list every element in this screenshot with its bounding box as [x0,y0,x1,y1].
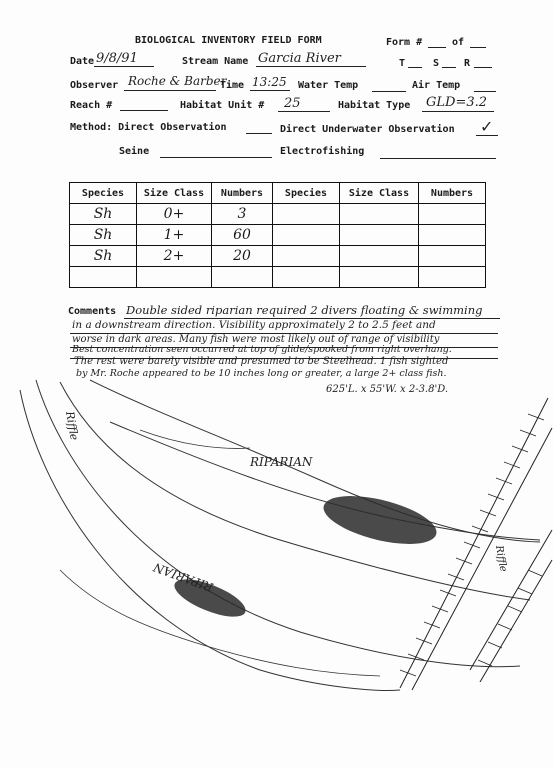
water-temp-label: Water Temp [298,80,359,91]
direct-underwater-line [476,135,498,136]
air-temp-blank[interactable] [474,91,496,92]
table-row [70,267,486,288]
observer-label: Observer [70,80,119,91]
header-numbers-1: Numbers [212,183,273,204]
cell-species[interactable] [273,267,340,288]
species-count-table [69,182,486,288]
stream-name-label: Stream Name [182,56,249,67]
t-blank[interactable] [408,67,422,68]
table-row [70,225,486,246]
habitat-type-label: Habitat Type [338,100,411,111]
cell-size-class[interactable] [340,225,419,246]
riffle-label-left: Riffle [63,410,81,442]
seine-label: Seine [119,146,150,157]
comment-line-3[interactable]: worse in dark areas. Many fish were most likely out of range of visibility [72,334,440,345]
cell-species[interactable] [70,267,137,288]
header-numbers-2: Numbers [419,183,486,204]
cell-species[interactable]: Sh [70,225,137,246]
cell-size-class[interactable]: 0+ [137,204,212,225]
cell-species[interactable]: Sh [70,246,137,267]
stream-name-value[interactable]: Garcia River [258,51,341,66]
header-species-1: Species [70,183,137,204]
cell-numbers[interactable] [419,246,486,267]
cell-numbers[interactable] [419,267,486,288]
cell-numbers[interactable] [419,204,486,225]
cell-size-class[interactable] [137,267,212,288]
comments-label: Comments [68,306,117,317]
comment-line-1[interactable]: Double sided riparian required 2 divers floating & swimming [126,303,483,317]
date-line [94,66,154,67]
comment-line-6[interactable]: by Mr. Roche appeared to be 10 inches long or greater, a large 2+ class fish. [76,368,447,379]
cell-size-class[interactable]: 1+ [137,225,212,246]
form-number-label: Form # [386,37,423,48]
time-value[interactable]: 13:25 [252,75,287,89]
method-label: Method: Direct Observation [70,122,227,133]
of-label: of [452,37,465,48]
cell-numbers[interactable]: 20 [212,246,273,267]
s-label: S [433,58,440,69]
reach-label: Reach # [70,100,113,111]
of-blank[interactable] [470,47,486,48]
comment-line-4[interactable]: Best concentration seen occurred at top of glide/spooked from right overhang. [72,344,452,355]
table-header-row [70,183,486,204]
s-blank[interactable] [442,67,456,68]
cell-numbers[interactable] [419,225,486,246]
cell-species[interactable] [273,246,340,267]
habitat-type-line [422,111,494,112]
form-number-blank[interactable] [428,47,446,48]
seine-blank[interactable] [160,157,272,158]
habitat-unit-value[interactable]: 25 [284,96,301,111]
electrofishing-blank[interactable] [380,158,496,159]
direct-underwater-check[interactable]: ✓ [480,117,494,136]
riffle-label-right: Riffle [493,544,509,573]
date-label: Date [70,56,95,67]
r-blank[interactable] [474,67,492,68]
riparian-label-top: RIPARIAN [250,455,313,469]
cell-size-class[interactable]: 2+ [137,246,212,267]
cell-numbers[interactable]: 60 [212,225,273,246]
cell-numbers[interactable] [212,267,273,288]
comment-line-5[interactable]: The rest were barely visible and presumed to be Steelhead. 1 fish sighted [74,356,449,367]
form-title: BIOLOGICAL INVENTORY FIELD FORM [135,35,322,46]
water-temp-blank[interactable] [372,91,406,92]
header-species-2: Species [273,183,340,204]
date-value[interactable]: 9/8/91 [96,51,138,66]
cell-species[interactable] [273,204,340,225]
cell-size-class[interactable] [340,204,419,225]
table-row [70,204,486,225]
air-temp-label: Air Temp [412,80,461,91]
table-row [70,246,486,267]
electrofishing-label: Electrofishing [280,146,365,157]
time-line [250,90,290,91]
comment-line-2[interactable]: in a downstream direction. Visibility approximately 2 to 2.5 feet and [72,319,436,331]
observer-line [124,90,216,91]
direct-observation-blank[interactable] [246,133,272,134]
habitat-sketch [0,370,554,700]
comment-line-7[interactable]: 625'L. x 55'W. x 2-3.8'D. [326,384,449,395]
t-label: T [399,58,406,69]
header-size-class-2: Size Class [340,183,419,204]
habitat-type-value[interactable]: GLD=3.2 [426,95,488,110]
reach-blank[interactable] [120,110,168,111]
observer-value[interactable]: Roche & Barber [128,74,227,88]
riparian-label-bottom: RIPARIAN [151,559,216,595]
direct-underwater-label: Direct Underwater Observation [280,124,455,135]
time-label: Time [220,80,245,91]
habitat-unit-label: Habitat Unit # [180,100,265,111]
r-label: R [464,58,471,69]
cell-size-class[interactable] [340,246,419,267]
cell-species[interactable]: Sh [70,204,137,225]
cell-species[interactable] [273,225,340,246]
stream-name-line [256,66,366,67]
cell-size-class[interactable] [340,267,419,288]
cell-numbers[interactable]: 3 [212,204,273,225]
header-size-class-1: Size Class [137,183,212,204]
habitat-unit-line [278,111,330,112]
